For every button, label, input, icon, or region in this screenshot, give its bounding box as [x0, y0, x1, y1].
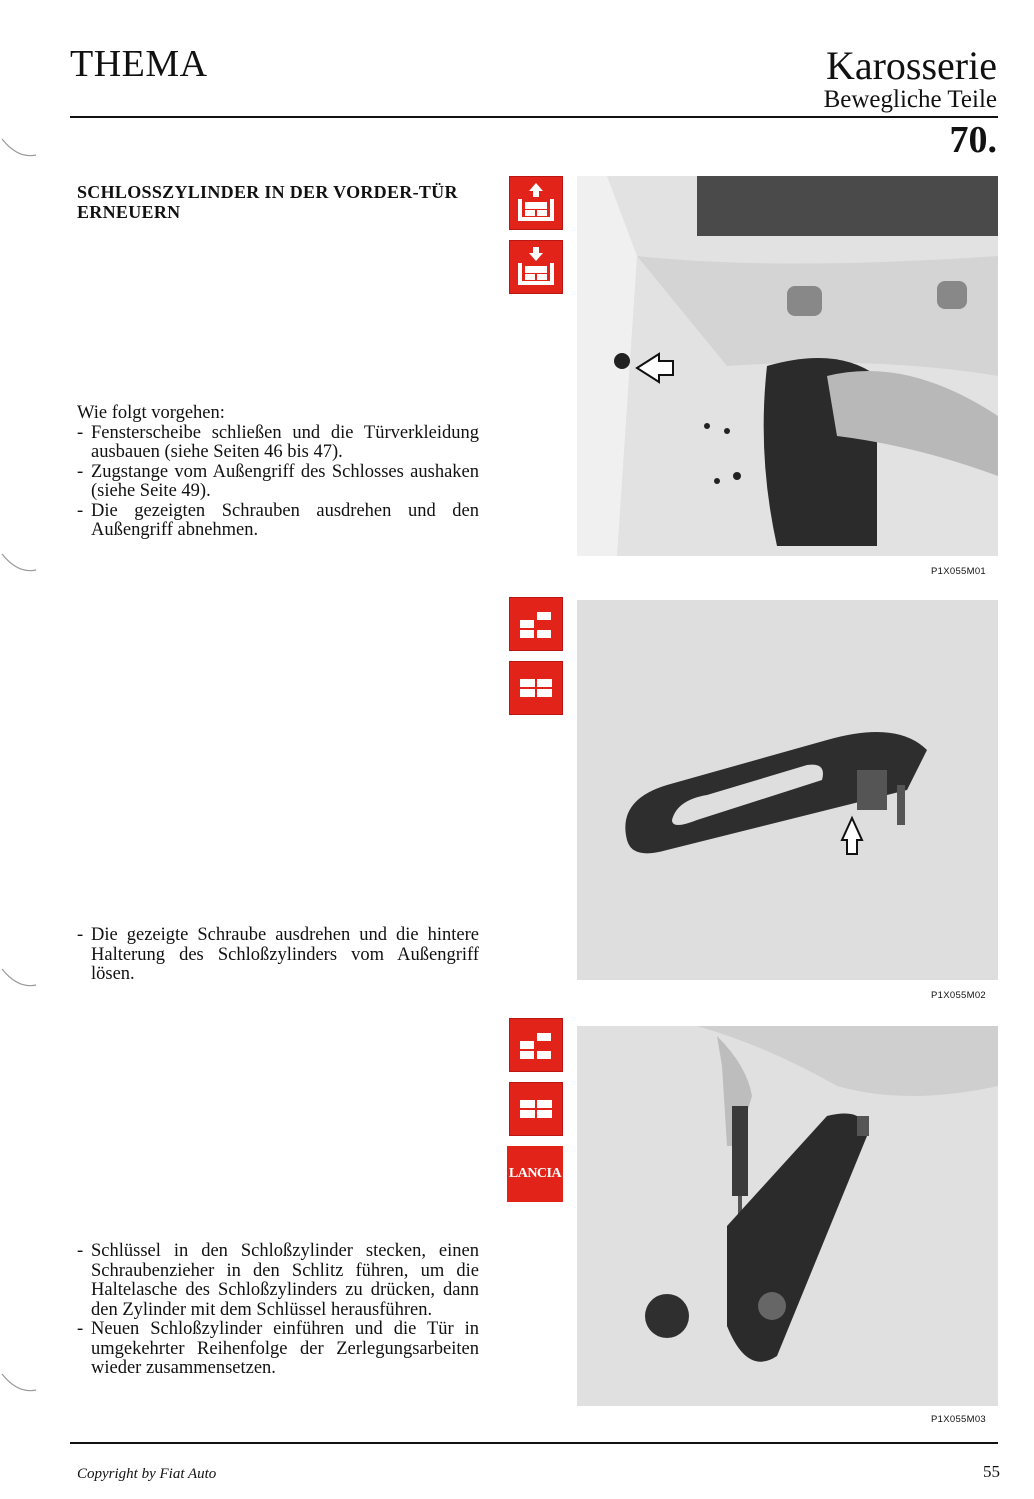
step-block-3 [77, 1242, 479, 1379]
binding-mark [0, 965, 40, 995]
disassemble-icon [509, 597, 563, 651]
brand-title: THEMA [70, 43, 208, 85]
step-item: - Die gezeigten Schrauben ausdrehen und den Außengriff abnehmen. [77, 502, 479, 541]
photo-caption: P1X055M01 [931, 566, 986, 577]
photo-caption: P1X055M03 [931, 1414, 986, 1425]
step-block-1 [77, 404, 479, 541]
remove-panel-icon [509, 176, 563, 230]
step-block-2 [77, 926, 479, 985]
procedure-title: SCHLOSSZYLINDER IN DER VORDER-TÜR ERNEUERN [77, 182, 458, 222]
subsection-title: Bewegliche Teile [823, 86, 997, 113]
step-item: - Neuen Schloßzylinder einführen und die Tür in umgekehrter Reihenfolge der Zerlegungsarbeiten wieder zusammensetzen. [77, 1320, 479, 1379]
copyright-text: Copyright by Fiat Auto [77, 1466, 217, 1482]
intro-text: Wie folgt vorgehen: [77, 403, 225, 423]
photo-outer-handle [577, 600, 998, 980]
binding-mark [0, 135, 40, 165]
disassemble-icon [509, 1018, 563, 1072]
photo-lock-cylinder [577, 1026, 998, 1406]
footer-rule [70, 1442, 998, 1444]
binding-mark [0, 1370, 40, 1400]
header-rule [70, 116, 998, 118]
page-number: 55 [983, 1462, 1000, 1481]
assemble-icon [509, 1082, 563, 1136]
photo-caption: P1X055M02 [931, 990, 986, 1001]
step-item: - Fensterscheibe schließen und die Türverkleidung ausbauen (siehe Seiten 46 bis 47). [77, 424, 479, 463]
step-item: - Zugstange vom Außengriff des Schlosses aushaken (siehe Seite 49). [77, 463, 479, 502]
lancia-logo-icon [507, 1146, 563, 1202]
assemble-icon [509, 661, 563, 715]
binding-mark [0, 550, 40, 580]
chapter-number: 70. [949, 119, 997, 161]
install-panel-icon [509, 240, 563, 294]
step-item: - Schlüssel in den Schloßzylinder stecken, einen Schraubenzieher in den Schlitz führen, um die Haltelasche des Schloßzylinders zu drücken, dann den Zylinder mit dem Schlüssel herausführen. [77, 1242, 479, 1320]
photo-door-panel [577, 176, 998, 556]
lancia-logo-label: LANCIA [508, 1166, 562, 1181]
step-item: - Die gezeigte Schraube ausdrehen und die hintere Halterung des Schloßzylinders vom Außengriff lösen. [77, 926, 479, 985]
section-title: Karosserie [825, 43, 997, 88]
